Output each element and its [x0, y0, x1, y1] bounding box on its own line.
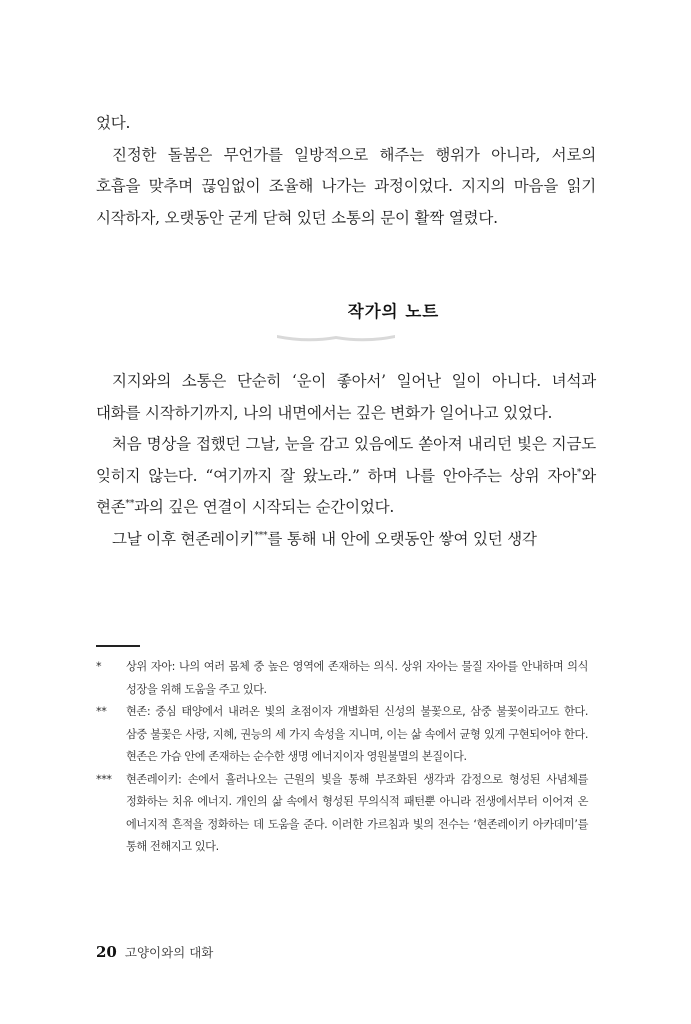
note-paragraph-2: [96, 429, 596, 524]
footnote-mark: **: [96, 705, 107, 718]
section-title: 작가의 노트: [347, 302, 440, 321]
section-heading: [96, 298, 596, 342]
footnote-ref-2: **: [125, 499, 135, 509]
note-text: 를 통해 내 안에 오랫동안 쌓여 있던 생각: [267, 529, 537, 548]
footnote-text: 현존: 중심 태양에서 내려온 빛의 초점이자 개별화된 신성의 불꽃으로, 삼중 불꽃이라고도 한다. 삼중 불꽃은 사랑, 지혜, 권능의 세 가지 속성을 지니며, 이는 삶 속에서 균형 있게 구현되어야 한다. 현존은 가슴 안에 존재하는 순수한 생명 에너지이자 영원불멸의 본질이다.: [126, 705, 588, 763]
running-title: 고양이와의 대화: [124, 945, 214, 960]
note-text: 과의 깊은 연결이 시작되는 순간이었다.: [134, 498, 395, 516]
footnote-item: [96, 701, 588, 769]
body-paragraph-continued: 었다.: [96, 114, 131, 132]
page-body: [96, 108, 596, 555]
footnote-mark: ***: [96, 772, 112, 786]
footnote-text: 상위 자아: 나의 여러 몸체 중 높은 영역에 존재하는 의식. 상위 자아는 물질 자아를 안내하며 의식 성장을 위해 도움을 주고 있다.: [126, 660, 588, 696]
open-book-ornament-icon: [275, 330, 397, 342]
footnote-ref-3: ***: [254, 530, 268, 541]
footnote-mark: *: [96, 660, 102, 673]
page-number: 20: [96, 943, 117, 961]
body-paragraph: 진정한 돌봄은 무언가를 일방적으로 해주는 행위가 아니라, 서로의 호흡을 맞추며 끊임없이 조율해 나가는 과정이었다. 지지의 마음을 읽기 시작하자, 오랫동안 굳게 닫혀 있던 소통의 문이 활짝 열렸다.: [96, 145, 596, 227]
page-footer: [96, 943, 213, 961]
footnote-item: [96, 769, 588, 859]
note-paragraph-1: 지지와의 소통은 단순히 ‘운이 좋아서’ 일어난 일이 아니다. 녀석과 대화를 시작하기까지, 나의 내면에서는 깊은 변화가 일어나고 있었다.: [96, 372, 596, 422]
footnote-ref-1: *: [576, 467, 582, 478]
note-text: 와 현존: [96, 466, 596, 516]
note-paragraph-3: [96, 524, 596, 556]
footnote-item: [96, 656, 588, 701]
note-text: 처음 명상을 접했던 그날, 눈을 감고 있음에도 쏟아져 내리던 빛은 지금도 잊히지 않는다. “여기까지 잘 왔노라.” 하며 나를 안아주는 상위 자아: [96, 435, 596, 485]
note-text: 그날 이후 현존레이키: [112, 529, 255, 548]
footnote-text: 현존레이키: 손에서 흘러나오는 근원의 빛을 통해 부조화된 생각과 감정으로 형성된 사념체를 정화하는 치유 에너지. 개인의 삶 속에서 형성된 무의식적 패턴뿐 아니라 전생에서부터 이어져 온 에너지적 흔적을 정화하는 데 도움을 준다. 이러한 가르침과 빛의 전수는 ‘현존레이키 아카데미’를 통해 전해지고 있다.: [126, 772, 588, 853]
footnote-divider: [96, 645, 140, 647]
footnotes: [96, 656, 588, 859]
